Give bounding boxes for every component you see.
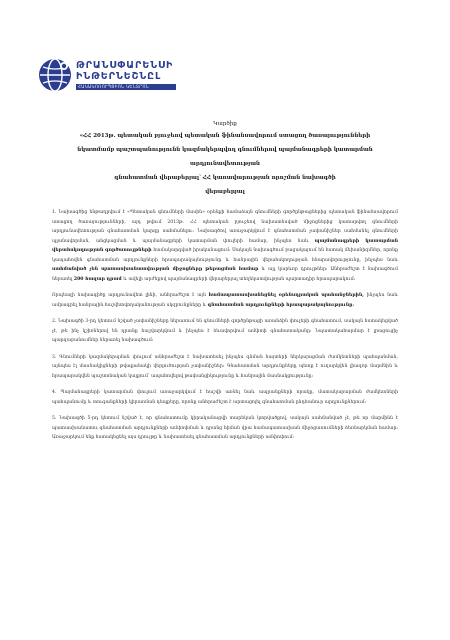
bold-text-run: սահմանված չեն պատասխանատվության միջոցները թերացման համար	[52, 267, 262, 272]
body-paragraph	[52, 388, 398, 407]
heading-label: Կարծիք	[213, 121, 237, 127]
document-heading	[60, 120, 390, 199]
body-paragraph	[52, 317, 398, 346]
body-paragraph	[52, 291, 398, 310]
bold-text-run: համապատասխանեցնել օրենսդրական պահանջներին,	[208, 293, 367, 298]
logo-subtitle-strip: ՀԱԿԱԿՈՌՈՒՊՑԻՈՆ ԿԵՆՏՐՈՆ	[76, 84, 176, 90]
text-run: 1. Նախագծից ենթադրվում է «Պետական գնումների մասին» օրենքի համաձայն գնումների գործընթացներից պետական ֆինանսավորում ստացող ծառայությունների, այդ թվում 2013թ. ՀՀ պետական բյուջեով նախատեսված միջոցներից կատարվող գնումների արդյունավետության գնահատման կարգը սահմանելու։ Նախագծով առաջարկվում է գնահատման չափանիշներ սահմանել գնումների պլանավորման, անցկացման և պայմանագրերի կատարման փուլերի համար, ինչպես նաև	[52, 210, 398, 244]
text-run: 5. Նախագծի 5-րդ կետում նշված է, որ գնահատումը կիրականացվի տարեկան կտրվածքով, սակայն սահմանված չէ, թե որ մարմինն է պատասխանատու գնահատման արդյունքների ամփոփման և դրանց հիման վրա համապատասխան միջոցառումների ձեռնարկման համար։ Առաջարկում ենք հստակեցնել այս դրույթը և նախատեսել գնահատման արդյունքների ամփոփում։	[52, 416, 398, 440]
text-run: համակարգված իրականացում։ Սակայն նախագծում բացակայում են հստակ մեխանիզմներ, որոնք կապահովեն գնահատման արդյունքների հրապարակայնությունը և հանրային վերահսկողության հնարավորությունը, ինչպես նաև	[52, 248, 399, 263]
text-run: և ավելի արժեքով պայմանագրերի վերաբերյալ տեղեկատվության պարտադիր հրապարակում։	[123, 276, 356, 282]
heading-title-line: գնահատման վերաբերյալ՝ ՀՀ կառավարության որոշման նախագծի	[114, 175, 336, 181]
organization-logo	[38, 58, 178, 90]
text-run: 2. Նախագծի 3-րդ կետում նշված չափանիշները ներառում են գնումների գործընթացի առանձին փուլերի գնահատում, սակայն հստակեցված չէ, թե ինչ կշիռներով են դրանք հաշվարկվում և ինչպես է ձևավորվում ամփոփ գնահատականը։ Նպատակահարմար է լրացուցիչ պարզաբանումներ ներառել նախագծում։	[52, 319, 398, 343]
globe-logo-icon	[38, 58, 72, 92]
body-paragraph	[52, 353, 398, 382]
text-run: Որպեսզի նախագիծը արդյունավետ լինի, անհրաժեշտ է այն	[52, 293, 209, 298]
text-run: ինչպես նաև ամրագրել հանրային հաշվետվողականության սկզբունքները և	[52, 293, 399, 308]
body-paragraph	[52, 208, 398, 284]
text-run: 4. Պայմանագրերի կատարման փուլում առաջարկվում է հաշվի առնել նաև ապրանքների որակը, մատակարարման ժամկետների պահպանումը և տուգանքների կիրառման դեպքերը, որոնք անհրաժեշտ է արտացոլել գնահատման ընդհանուր արդյունքներում։	[52, 390, 398, 405]
heading-title-line: «ՀՀ 2013թ. պետական բյուջեով պետական ֆինանսավորում ստացող ծառայությունների	[79, 133, 371, 139]
text-run: 3. Գնումների կազմակերպման փուլում անհրաժեշտ է նախատեսել ինչպես գնման հայտերի ներկայացման ժամկետների պահպանման, այնպես էլ մասնակիցների թվաքանակի վերլուծության չափանիշներ։ Գնահատման արդյունքները պետք է ուղարկվեն լիազոր մարմնին և հրապարակվեն պաշտոնական կայքում՝ ապահովելով թափանցիկությունը և հանրային մասնակցությունը։	[52, 354, 398, 379]
document-body	[52, 208, 398, 450]
bold-text-run: պայմանագրերի կատարման վերահսկողության գործառույթների	[52, 238, 398, 253]
text-run: և այլ կարևոր դրույթներ։ Անհրաժեշտ է նախագծում ներառել	[52, 267, 398, 282]
heading-title-line: նկատմամբ պաշտպանությունն կազմակերպվող գնումներով պայմանագրերի կատարման արդյունավետության	[77, 147, 373, 167]
bold-text-run: գնահատման արդյունքների հրապարակայնությունը։	[207, 302, 355, 308]
logo-name-line2: ԻՆԹԵՐՆԵՇՆԸԼ	[76, 71, 162, 82]
logo-name-line1: ԹՐԱՆՍՓԱՐԵՆՍԻ	[76, 60, 174, 71]
heading-title-line: վերաբերյալ	[205, 189, 245, 195]
bold-text-run: 200 հազար դրամ	[73, 276, 124, 282]
body-paragraph	[52, 414, 398, 443]
